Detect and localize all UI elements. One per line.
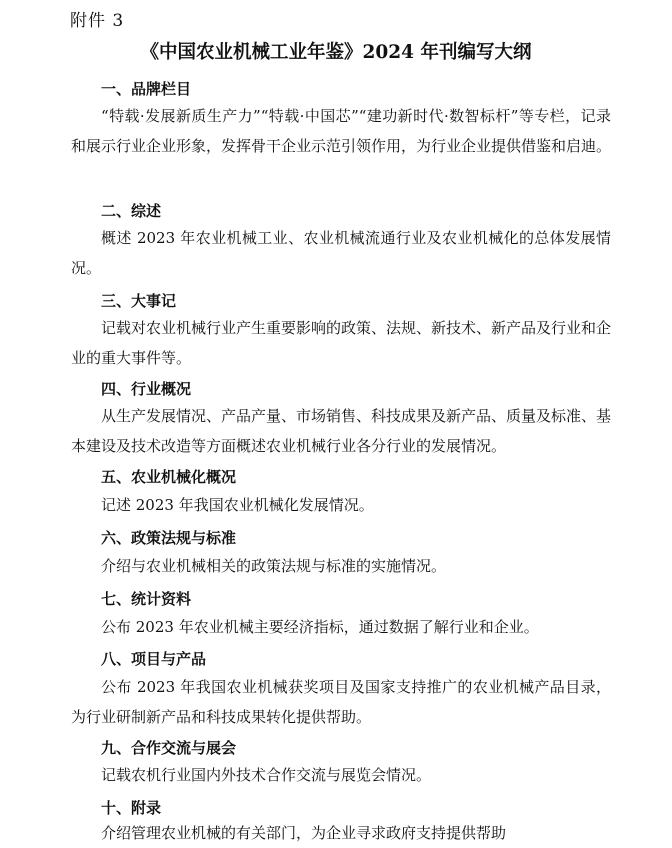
section-heading-overview: 二、综述 — [101, 202, 162, 220]
section-heading-projects: 八、项目与产品 — [101, 650, 207, 668]
section-body-appendix: 介绍管理农业机械的有关部门，为企业寻求政府支持提供帮助 — [101, 824, 507, 842]
section-body-industry-overview: 从生产发展情况、产品产量、市场销售、科技成果及新产品、质量及标准、基本建设及技术改造等方面概述农业机械行业各分行业的发展情况。 — [71, 407, 612, 455]
section-heading-cooperation: 九、合作交流与展会 — [101, 739, 237, 757]
section-body-chronicle: 记载对农业机械行业产生重要影响的政策、法规、新技术、新产品及行业和企业的重大事件等。 — [71, 319, 612, 367]
section-body-projects: 公布 2023 年我国农业机械获奖项目及国家支持推广的农业机械产品目录，为行业研制新产品和科技成果转化提供帮助。 — [71, 678, 611, 726]
section-body-cooperation: 记载农机行业国内外技术合作交流与展览会情况。 — [101, 766, 432, 784]
document-title: 《中国农业机械工业年鉴》2024 年刊编写大纲 — [140, 42, 532, 63]
section-heading-appendix: 十、附录 — [101, 799, 162, 817]
section-body-mechanization: 记述 2023 年我国农业机械化发展情况。 — [101, 496, 374, 514]
section-body-overview: 概述 2023 年农业机械工业、农业机械流通行业及农业机械化的总体发展情况。 — [71, 229, 611, 277]
section-heading-mechanization: 五、农业机械化概况 — [101, 468, 237, 486]
section-body-policy: 介绍与农业机械相关的政策法规与标准的实施情况。 — [101, 557, 447, 575]
section-body-brand-columns: “特载·发展新质生产力”“特载·中国芯”“建功新时代·数智标杆”等专栏，记录和展示行业企业形象，发挥骨干企业示范引领作用，为行业企业提供借鉴和启迪。 — [71, 107, 612, 155]
section-heading-chronicle: 三、大事记 — [101, 292, 177, 310]
section-heading-brand-columns: 一、品牌栏目 — [101, 80, 192, 98]
section-heading-policy: 六、政策法规与标准 — [101, 529, 237, 547]
section-heading-industry-overview: 四、行业概况 — [101, 380, 192, 398]
section-heading-statistics: 七、统计资料 — [101, 590, 192, 608]
attachment-label: 附件 3 — [70, 11, 125, 31]
section-body-statistics: 公布 2023 年农业机械主要经济指标，通过数据了解行业和企业。 — [101, 618, 539, 636]
